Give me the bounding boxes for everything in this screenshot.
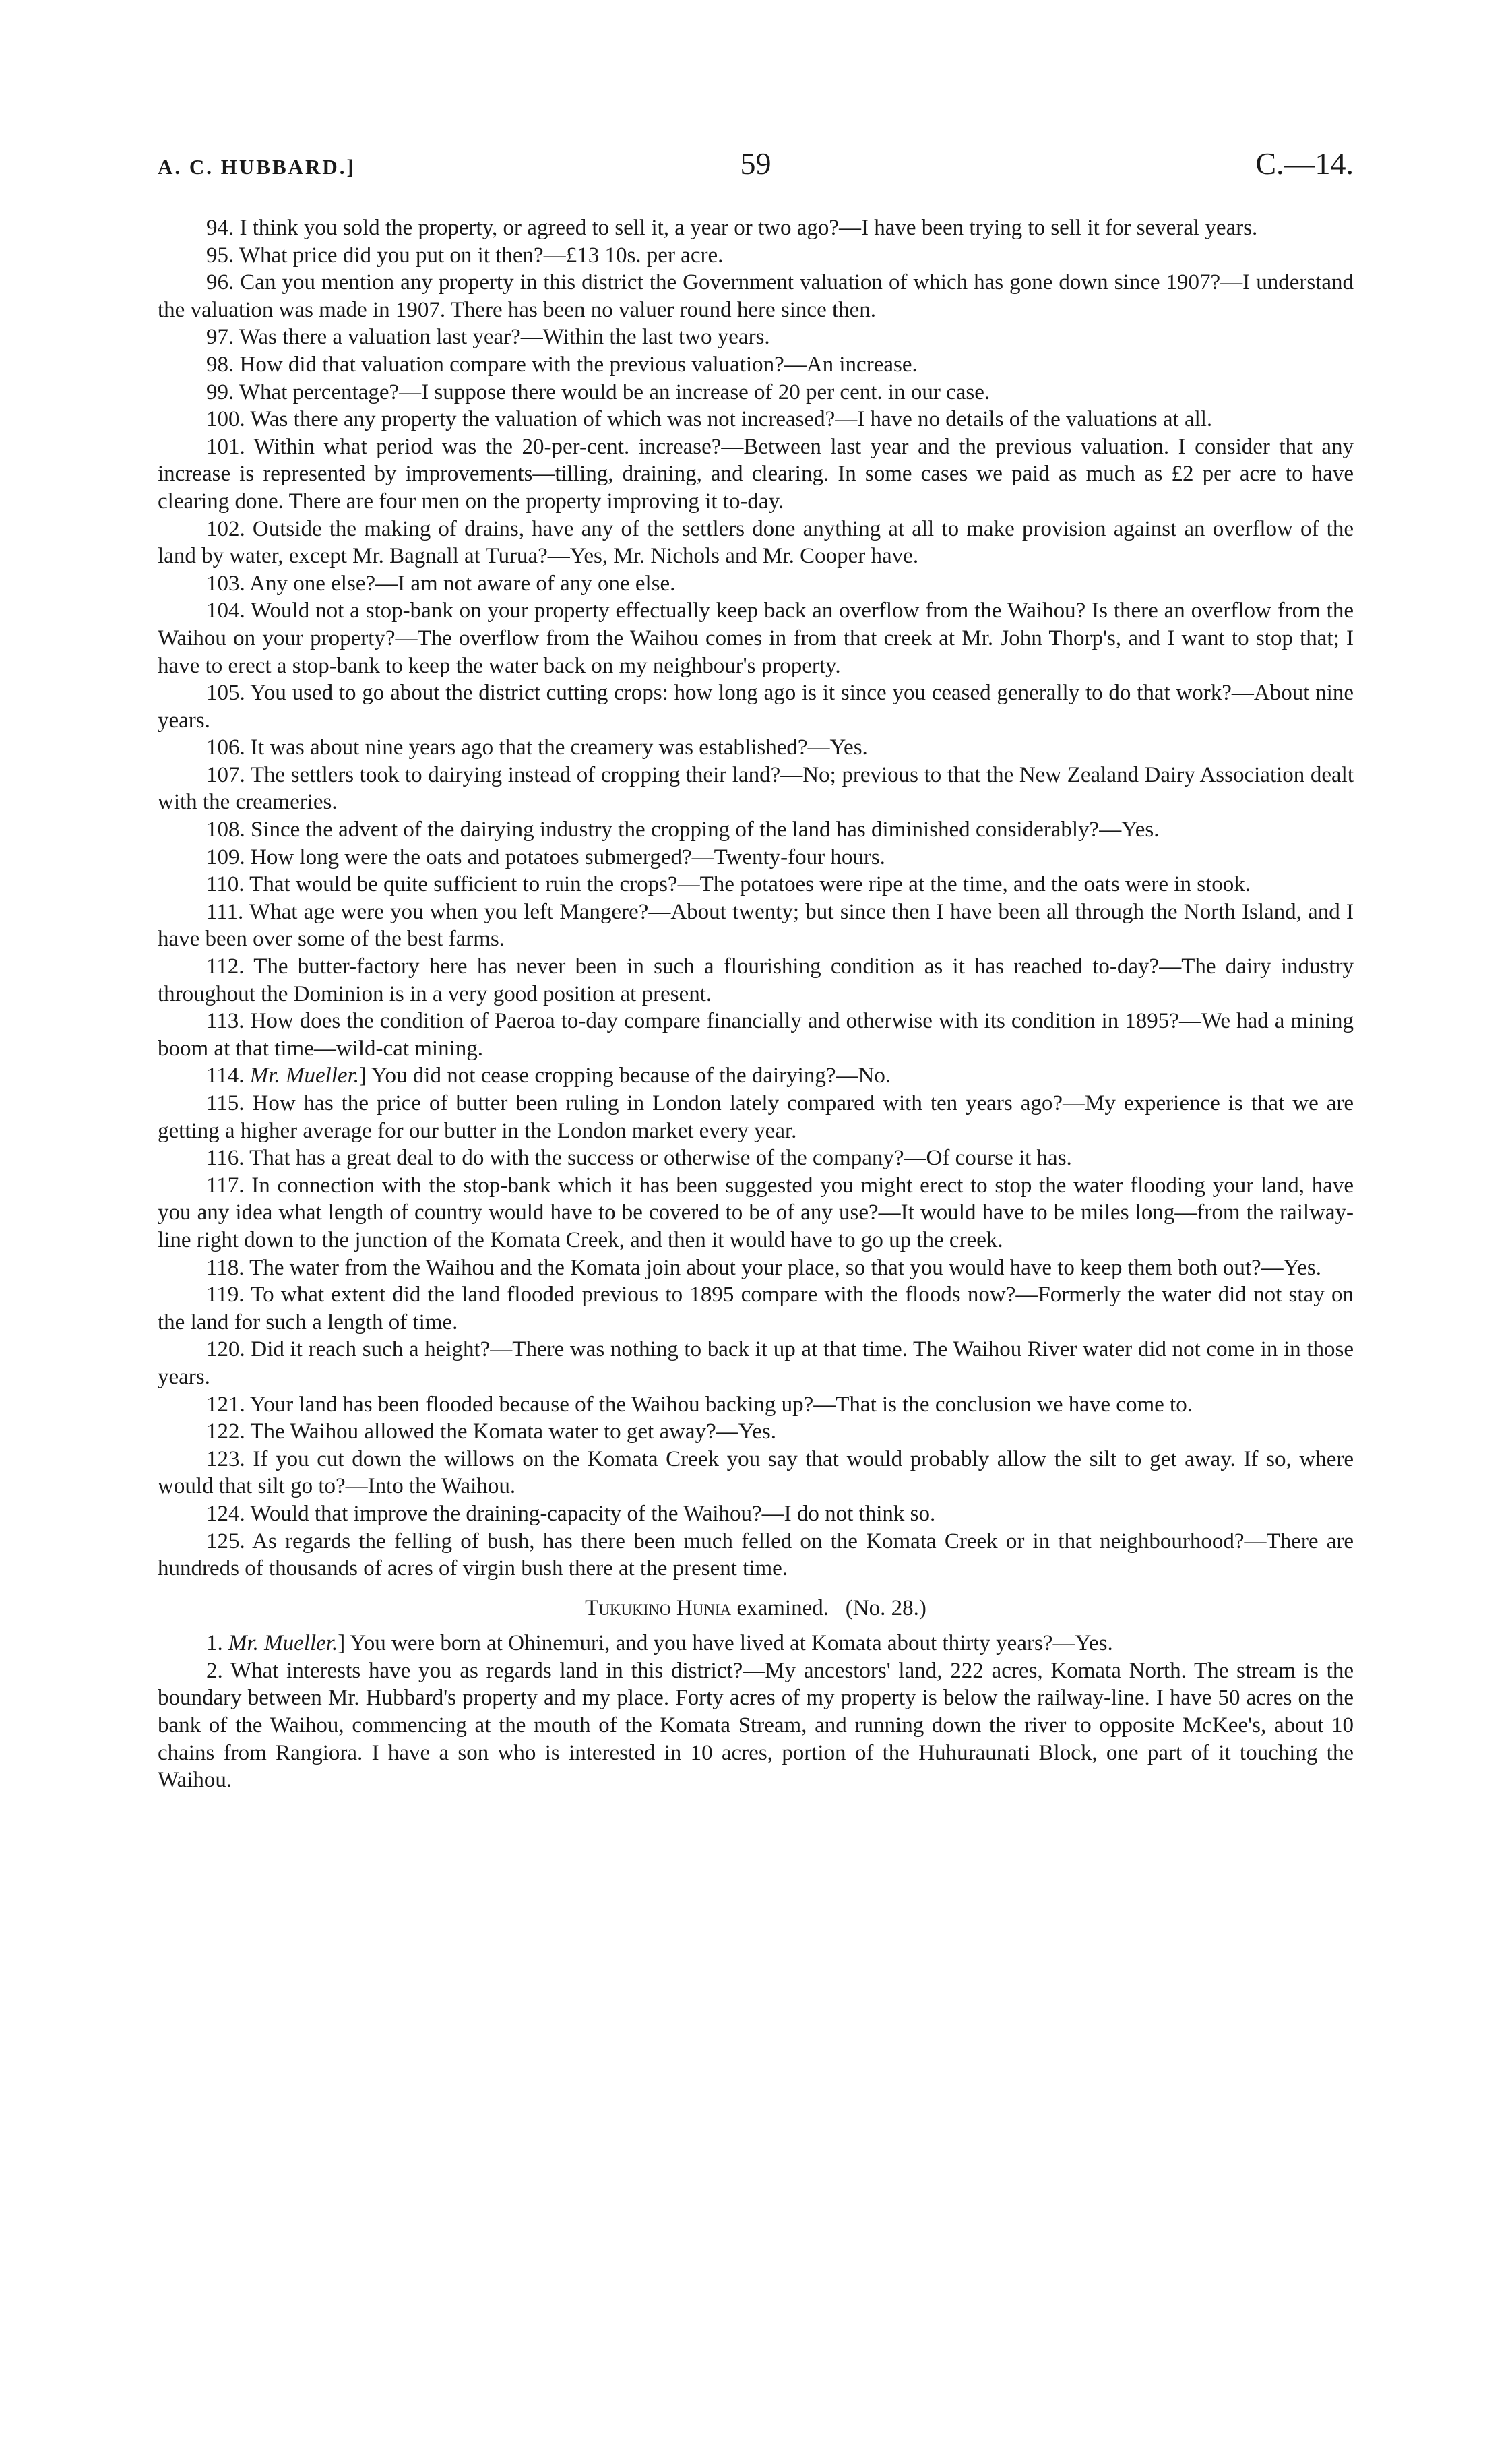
question-list	[158, 214, 1354, 1583]
question-text: 103. Any one else?—I am not aware of any one else.	[206, 571, 676, 596]
question-text: 110. That would be quite sufficient to ruin the crops?—The potatoes were ripe at the time, and the oats were in stook.	[206, 872, 1251, 897]
section-suffix: examined.	[731, 1595, 829, 1620]
question-paragraph	[158, 242, 1354, 270]
question-text: 123. If you cut down the willows on the Komata Creek you say that would probably allow the silt to get away. If so, where would that silt go to?—Into the Waihou.	[158, 1446, 1354, 1499]
page-number: 59	[740, 146, 771, 181]
question-paragraph	[158, 1172, 1354, 1254]
question-paragraph	[158, 379, 1354, 406]
question-paragraph	[158, 1008, 1354, 1062]
question-text: 119. To what extent did the land flooded previous to 1895 compare with the floods now?—Formerly the water did not stay on the land for such a length of time.	[158, 1283, 1354, 1335]
question-text: 2. What interests have you as regards land in this district?—My ancestors' land, 222 acres, Komata North. The stream is the boundary between Mr. Hubbard's property and my place. Forty acres of my property is below the railway-line. I have 50 acres on the bank of the Waihou, commencing at the mouth of the Komata Stream, and running down the river to opposite McKee's, about 10 chains from Rangiora. I have a son who is interested in 10 acres, portion of the Huhuraunati Block, one part of it touching the Waihou.	[158, 1658, 1354, 1793]
document-reference: C.—14.	[1255, 146, 1354, 181]
examiner-name: Mr. Mueller.	[228, 1631, 338, 1656]
question-number: 114.	[206, 1064, 250, 1089]
question-paragraph	[158, 1528, 1354, 1583]
question-text: 125. As regards the felling of bush, has there been much felled on the Komata Creek or in that neighbourhood?—There are hundreds of thousands of acres of virgin bush there at the present time.	[158, 1529, 1354, 1581]
question-text: 101. Within what period was the 20-per-cent. increase?—Between last year and the previous valuation. I consider that any increase is represented by improvements—tilling, draining, and clearing. In some cases we paid as much as £2 per acre to have clearing done. There are four men on the property improving it to-day.	[158, 434, 1354, 514]
question-text: 108. Since the advent of the dairying industry the cropping of the land has diminished considerably?—Yes.	[206, 818, 1160, 842]
question-paragraph	[158, 324, 1354, 351]
question-text: 106. It was about nine years ago that the creamery was established?—Yes.	[206, 735, 868, 760]
question-paragraph	[158, 762, 1354, 816]
question-text: 107. The settlers took to dairying instead of cropping their land?—No; previous to that the New Zealand Dairy Association dealt with the creameries.	[158, 762, 1354, 815]
question-paragraph	[158, 1254, 1354, 1282]
question-paragraph	[158, 871, 1354, 898]
question-text: ] You were born at Ohinemuri, and you have lived at Komata about thirty years?—Yes.	[338, 1631, 1113, 1656]
question-text: 102. Outside the making of drains, have any of the settlers done anything at all to make provision against an overflow of the land by water, except Mr. Bagnall at Turua?—Yes, Mr. Nichols and Mr. Cooper have.	[158, 516, 1354, 569]
question-text: 109. How long were the oats and potatoes submerged?—Twenty-four hours.	[206, 845, 885, 869]
question-text: 117. In connection with the stop-bank which it has been suggested you might erect to stop the water flooding your land, have you any idea what length of country would have to be covered to be of any use?—It would have to be miles long—from the railway-line right down to the junction of the Komata Creek, and then it would have to go up the creek.	[158, 1173, 1354, 1252]
question-paragraph	[158, 953, 1354, 1008]
question-text: 105. You used to go about the district cutting crops: how long ago is it since you ceased generally to do that work?—About nine years.	[158, 681, 1354, 733]
question-paragraph	[158, 898, 1354, 953]
question-paragraph	[158, 570, 1354, 598]
question-paragraph	[158, 1090, 1354, 1144]
question-text: 115. How has the price of butter been ruling in London lately compared with ten years ago?—My experience is that we are getting a higher average for our butter in the London market every year.	[158, 1091, 1354, 1143]
section-question-list	[158, 1630, 1354, 1794]
question-text: 112. The butter-factory here has never been in such a flourishing condition as it has reached to-day?—The dairy industry throughout the Dominion is in a very good position at present.	[158, 954, 1354, 1006]
question-text: 122. The Waihou allowed the Komata water to get away?—Yes.	[206, 1419, 776, 1444]
question-paragraph	[158, 214, 1354, 242]
question-text: 118. The water from the Waihou and the Komata join about your place, so that you would have to keep them both out?—Yes.	[206, 1255, 1321, 1280]
question-text: 111. What age were you when you left Mangere?—About twenty; but since then I have been all through the North Island, and I have been over some of the best farms.	[158, 899, 1354, 952]
question-text: 116. That has a great deal to do with the success or otherwise of the company?—Of course it has.	[206, 1146, 1072, 1171]
question-text: 100. Was there any property the valuation of which was not increased?—I have no details of the valuations at all.	[206, 407, 1213, 432]
question-text: ] You did not cease cropping because of the dairying?—No.	[359, 1064, 891, 1089]
question-text: 97. Was there a valuation last year?—Within the last two years.	[206, 325, 770, 350]
question-paragraph	[158, 433, 1354, 516]
question-paragraph	[158, 1446, 1354, 1500]
examiner-name: Mr. Mueller.	[249, 1064, 360, 1089]
question-text: 96. Can you mention any property in this district the Government valuation of which has gone down since 1907?—I understand the valuation was made in 1907. There has been no valuer round here since then.	[158, 270, 1354, 322]
page-header	[158, 146, 1354, 193]
question-paragraph	[158, 1281, 1354, 1336]
question-paragraph	[158, 516, 1354, 570]
question-text: 120. Did it reach such a height?—There was nothing to back it up at that time. The Waihou River water did not come in in those years.	[158, 1337, 1354, 1389]
question-paragraph	[158, 351, 1354, 379]
question-paragraph	[158, 597, 1354, 679]
question-paragraph	[158, 1657, 1354, 1794]
question-paragraph	[158, 1500, 1354, 1528]
question-text: 98. How did that valuation compare with the previous valuation?—An increase.	[206, 352, 918, 377]
question-paragraph	[158, 1144, 1354, 1172]
question-text: 94. I think you sold the property, or agreed to sell it, a year or two ago?—I have been trying to sell it for several years.	[206, 216, 1258, 240]
question-paragraph	[158, 734, 1354, 762]
section-heading	[158, 1595, 1354, 1622]
question-text: 95. What price did you put on it then?—£13 10s. per acre.	[206, 243, 724, 268]
section-number: (No. 28.)	[845, 1595, 926, 1620]
question-paragraph	[158, 816, 1354, 844]
question-text: 124. Would that improve the draining-capacity of the Waihou?—I do not think so.	[206, 1501, 936, 1526]
question-paragraph	[158, 1336, 1354, 1390]
question-text: 99. What percentage?—I suppose there would be an increase of 20 per cent. in our case.	[206, 379, 990, 404]
question-paragraph	[158, 406, 1354, 433]
question-paragraph	[158, 1630, 1354, 1657]
body-text	[158, 214, 1354, 1794]
question-paragraph	[158, 844, 1354, 871]
question-paragraph	[158, 1062, 1354, 1090]
question-text: 113. How does the condition of Paeroa to-day compare financially and otherwise with its condition in 1895?—We had a mining boom at that time—wild-cat mining.	[158, 1009, 1354, 1061]
question-paragraph	[158, 1418, 1354, 1446]
question-text: 121. Your land has been flooded because of the Waihou backing up?—That is the conclusion we have come to.	[206, 1392, 1193, 1417]
header-witness-name: A. C. HUBBARD.]	[158, 155, 356, 179]
question-text: 104. Would not a stop-bank on your property effectually keep back an overflow from the Waihou? Is there an overflow from the Waihou on your property?—The overflow from the Waihou comes in from that creek at Mr. John Thorp's, and I want to stop that; I have to erect a stop-bank to keep the water back on my neighbour's property.	[158, 599, 1354, 678]
question-paragraph	[158, 679, 1354, 734]
question-number: 1.	[206, 1631, 228, 1656]
question-paragraph	[158, 1391, 1354, 1419]
question-paragraph	[158, 269, 1354, 324]
witness-name: Tukukino Hunia	[585, 1595, 732, 1620]
